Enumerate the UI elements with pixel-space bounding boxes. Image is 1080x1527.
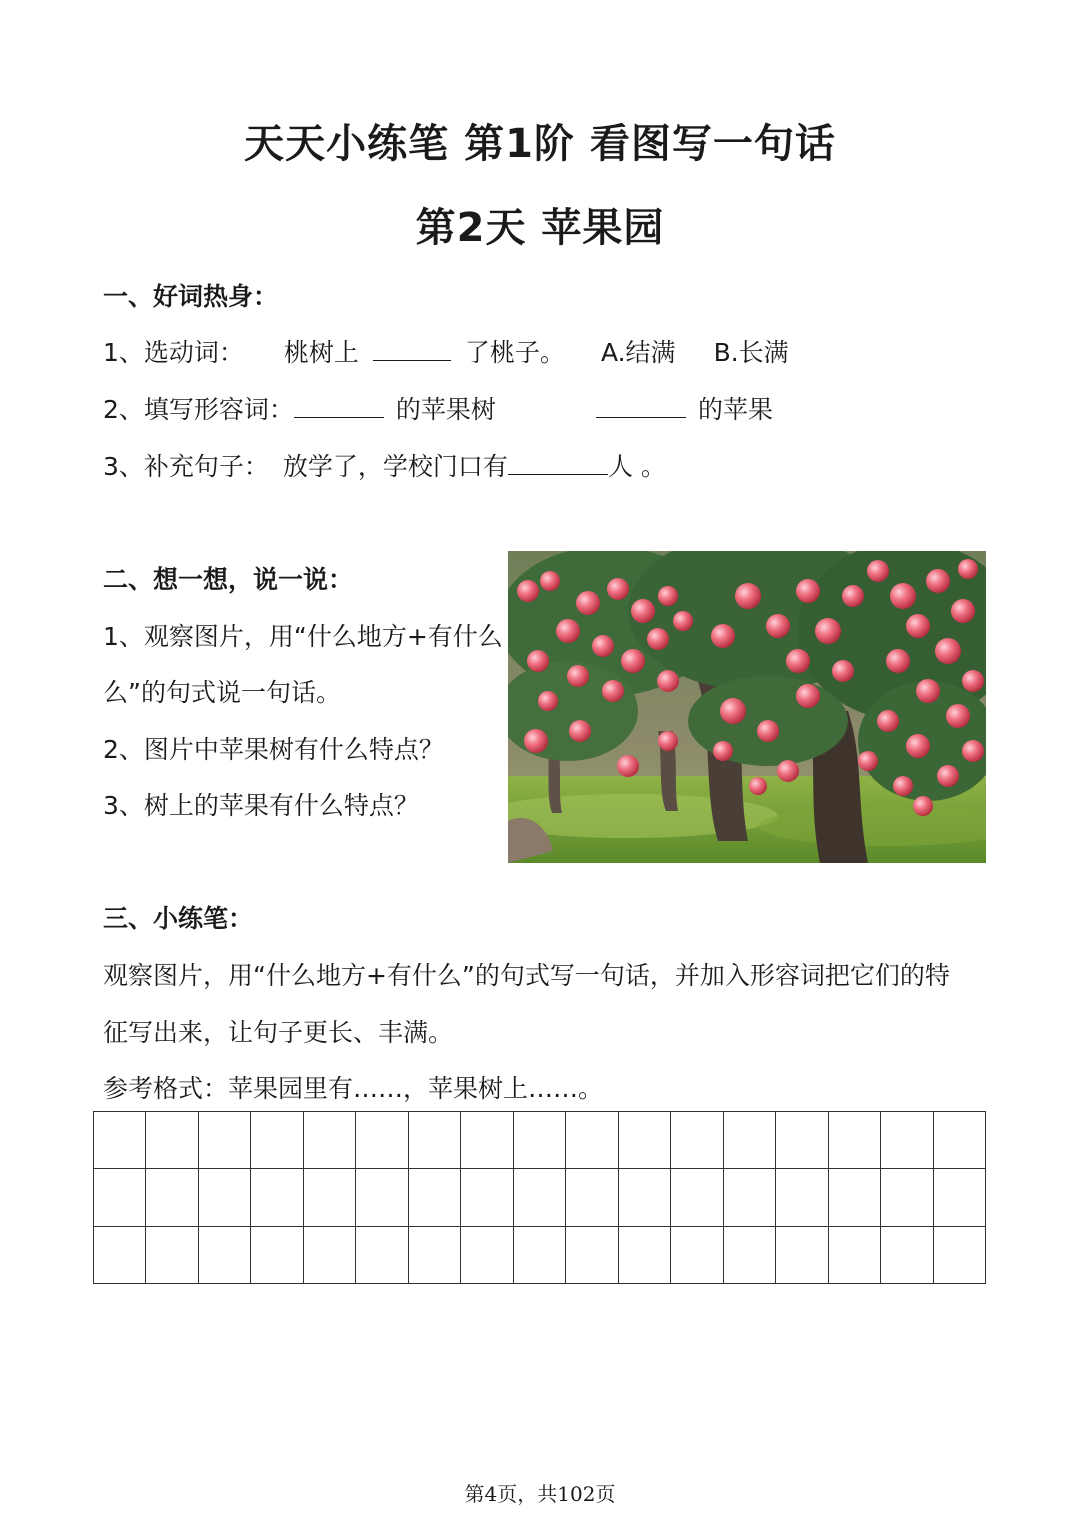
q3-post: 人 。 xyxy=(607,452,666,481)
grid-cell[interactable] xyxy=(933,1112,986,1169)
grid-cell[interactable] xyxy=(251,1112,303,1169)
writing-grid xyxy=(93,1111,986,1284)
grid-cell[interactable] xyxy=(933,1169,986,1226)
grid-cell[interactable] xyxy=(618,1226,670,1283)
q2-phrase2: 的苹果 xyxy=(697,395,773,424)
section3-instruction-line2: 征写出来，让句子更长、丰满。 xyxy=(103,1018,454,1047)
page-number: 第4页，共102页 xyxy=(464,1482,616,1506)
grid-cell[interactable] xyxy=(828,1226,880,1283)
grid-cell[interactable] xyxy=(513,1226,565,1283)
grid-cell[interactable] xyxy=(356,1169,408,1226)
grid-cell[interactable] xyxy=(776,1169,828,1226)
grid-cell[interactable] xyxy=(356,1226,408,1283)
section2-question3: 3、树上的苹果有什么特点？ xyxy=(103,791,419,820)
section1-heading: 一、好词热身： xyxy=(103,282,279,311)
grid-row xyxy=(94,1112,986,1169)
q2-blank-1[interactable] xyxy=(294,393,384,418)
section1-question3 xyxy=(103,447,666,483)
grid-cell[interactable] xyxy=(618,1169,670,1226)
grid-cell[interactable] xyxy=(671,1112,723,1169)
grid-cell[interactable] xyxy=(723,1112,775,1169)
worksheet-title: 天天小练笔 第1阶 看图写一句话 xyxy=(244,121,836,167)
section1-question2 xyxy=(103,390,773,426)
q2-label: 2、填写形容词： xyxy=(103,395,294,424)
grid-cell[interactable] xyxy=(198,1226,250,1283)
worksheet-subtitle: 第2天 苹果园 xyxy=(415,205,665,251)
grid-cell[interactable] xyxy=(198,1169,250,1226)
grid-cell[interactable] xyxy=(933,1226,986,1283)
grid-cell[interactable] xyxy=(671,1226,723,1283)
grid-cell[interactable] xyxy=(408,1226,460,1283)
grid-cell[interactable] xyxy=(618,1112,670,1169)
grid-cell[interactable] xyxy=(461,1226,513,1283)
grid-cell[interactable] xyxy=(408,1112,460,1169)
grid-cell[interactable] xyxy=(198,1112,250,1169)
grid-cell[interactable] xyxy=(776,1112,828,1169)
grid-cell[interactable] xyxy=(303,1226,355,1283)
q3-pre: 放学了，学校门口有 xyxy=(282,452,508,481)
grid-cell[interactable] xyxy=(566,1112,618,1169)
grid-row xyxy=(94,1226,986,1283)
grid-cell[interactable] xyxy=(881,1226,933,1283)
section1-question1 xyxy=(103,333,789,369)
q1-pre: 桃树上 xyxy=(283,338,359,367)
grid-cell[interactable] xyxy=(776,1226,828,1283)
grid-cell[interactable] xyxy=(94,1169,146,1226)
apple-orchard-photo xyxy=(508,551,986,863)
grid-cell[interactable] xyxy=(251,1226,303,1283)
grid-cell[interactable] xyxy=(828,1112,880,1169)
q2-blank-2[interactable] xyxy=(596,393,686,418)
section2-heading: 二、想一想，说一说： xyxy=(103,565,354,594)
section2-question2: 2、图片中苹果树有什么特点？ xyxy=(103,735,444,764)
grid-cell[interactable] xyxy=(94,1226,146,1283)
q2-phrase1: 的苹果树 xyxy=(395,395,496,424)
section3-format: 参考格式：苹果园里有……，苹果树上……。 xyxy=(103,1074,604,1103)
q1-post: 了桃子。 xyxy=(464,338,565,367)
grid-cell[interactable] xyxy=(513,1169,565,1226)
grid-cell[interactable] xyxy=(723,1226,775,1283)
q3-blank[interactable] xyxy=(508,450,608,475)
grid-cell[interactable] xyxy=(94,1112,146,1169)
grid-cell[interactable] xyxy=(303,1169,355,1226)
grid-cell[interactable] xyxy=(408,1169,460,1226)
grid-cell[interactable] xyxy=(461,1112,513,1169)
q1-label: 1、选动词： xyxy=(103,338,244,367)
grid-cell[interactable] xyxy=(146,1169,198,1226)
grid-cell[interactable] xyxy=(566,1226,618,1283)
grid-cell[interactable] xyxy=(356,1112,408,1169)
grid-cell[interactable] xyxy=(303,1112,355,1169)
grid-cell[interactable] xyxy=(146,1226,198,1283)
grid-cell[interactable] xyxy=(881,1169,933,1226)
grid-cell[interactable] xyxy=(828,1169,880,1226)
grid-cell[interactable] xyxy=(671,1169,723,1226)
grid-cell[interactable] xyxy=(723,1169,775,1226)
grid-cell[interactable] xyxy=(461,1169,513,1226)
section2-question1-line1: 1、观察图片，用“什么地方+有什么 xyxy=(103,622,503,651)
q3-label: 3、补充句子： xyxy=(103,452,269,481)
grid-cell[interactable] xyxy=(251,1169,303,1226)
q1-option-b: B.长满 xyxy=(713,338,789,367)
q1-option-a: A.结满 xyxy=(600,338,676,367)
grid-cell[interactable] xyxy=(146,1112,198,1169)
section2-question1-line2: 么”的句式说一句话。 xyxy=(103,678,341,707)
grid-cell[interactable] xyxy=(566,1169,618,1226)
grid-cell[interactable] xyxy=(881,1112,933,1169)
section3-heading: 三、小练笔： xyxy=(103,904,254,933)
grid-cell[interactable] xyxy=(513,1112,565,1169)
q1-blank[interactable] xyxy=(373,336,451,361)
section3-instruction-line1: 观察图片，用“什么地方+有什么”的句式写一句话，并加入形容词把它们的特 xyxy=(103,961,950,990)
grid-row xyxy=(94,1169,986,1226)
